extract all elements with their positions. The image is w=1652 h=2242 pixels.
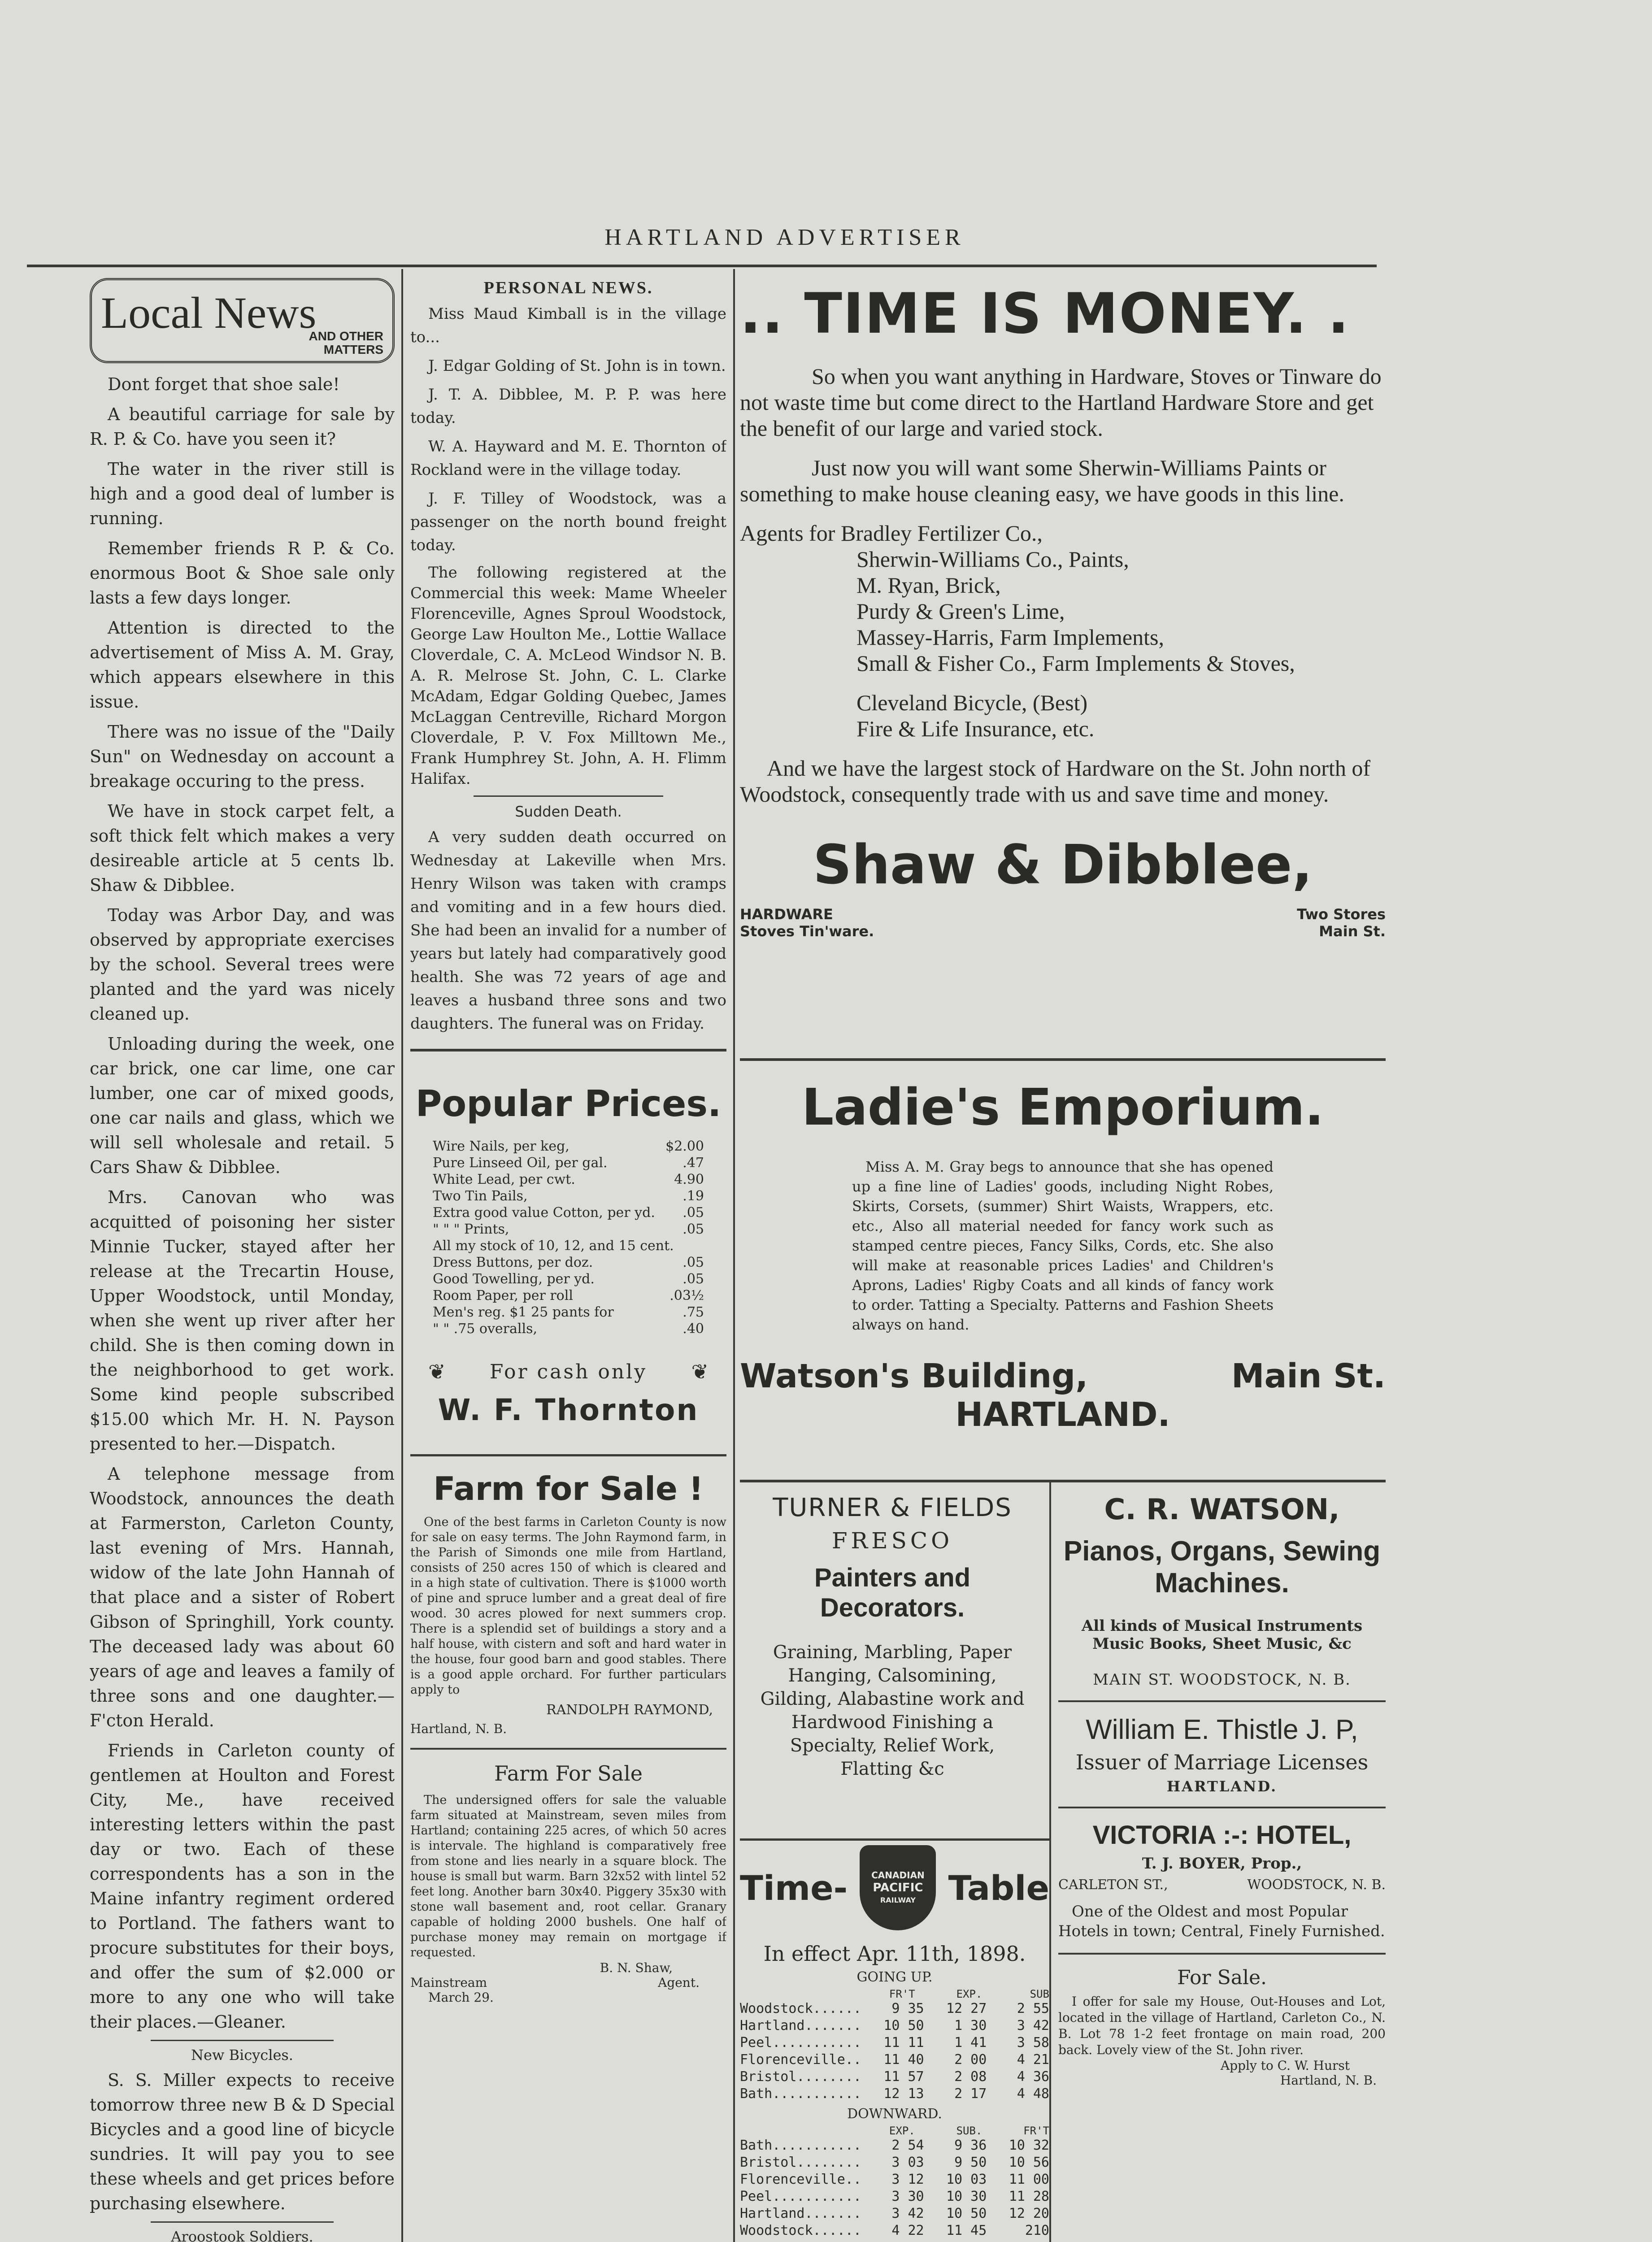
agent-item: Purdy & Green's Lime, [856, 599, 1065, 624]
thistle-name: William E. Thistle J. P, [1086, 1714, 1358, 1745]
hardware-ad [740, 282, 1386, 1072]
turner-line-3: Painters and Decorators. [814, 1563, 971, 1622]
divider [151, 2040, 334, 2041]
popular-prices-ad [410, 1065, 726, 1427]
personal-item: The following registered at the Commercial this week: Mame Wheeler Florenceville, Agnes Sproul Woodstock, George Law Houlton Me., Lottie Wallace Cloverdale, C. A. McLeod Windsor N. B. A. R. Melrose St. John, C. L. Clarke McAdam, Edgar Golding Quebec, James McLaggan Centreville, Richard Morgon Cloverdale, P. V. Fox Milltown Me., Frank Humphrey St. John, A. H. Flimm Halifax. [410, 564, 726, 788]
timetable-title-left: Time- [740, 1868, 848, 1908]
watson-address: MAIN ST. WOODSTOCK, N. B. [1093, 1671, 1351, 1689]
timetable-row: Bath........... 2 54 9 36 10 32 [740, 2138, 1049, 2153]
price-row: Dress Buttons, per doz. .05 [433, 1255, 704, 1270]
divider [151, 2221, 334, 2223]
farm-sale-ad [410, 1470, 726, 1736]
news-item: We have in stock carpet felt, a soft thick felt which makes a very desireable article at 5 cents lb. Shaw & Dibblee. [90, 801, 395, 895]
emporium-title: Ladie's Emporium. [801, 1078, 1324, 1137]
watson-line-2: Machines. [1155, 1568, 1289, 1599]
popular-prices-title: Popular Prices. [415, 1083, 722, 1125]
timetable-row: Hartland....... 3 42 10 50 12 20 [740, 2206, 1049, 2221]
emporium-text: Miss A. M. Gray begs to announce that she has opened up a fine line of Ladies' goods, including Night Robes, Skirts, Corsets, (summer) Shirt Waists, Wrappers, etc. etc., Also all material needed for fancy work such as stamped centre pieces, Fancy Silks, Cords, etc. She also will make at reasonable prices Ladies' and Children's Aprons, Ladies' Rigby Coats and all kinds of fancy work to order. Tatting a Specialty. Patterns and Fashion Sheets always on hand. [852, 1158, 1274, 1333]
divider [740, 1480, 1386, 1482]
emporium-address: Watson's Building, Main St. [740, 1357, 1386, 1395]
timetable-row: Bristol........ 11 57 2 08 4 36 [740, 2069, 1049, 2085]
timetable-row: Florenceville.. 3 12 10 03 11 00 [740, 2172, 1049, 2187]
timetable-row: Bristol........ 3 03 9 50 10 56 [740, 2155, 1049, 2170]
shaw-dibblee-firm: Shaw & Dibblee, [813, 834, 1313, 896]
price-row: Good Towelling, per yd. .05 [433, 1271, 704, 1287]
farm-sale-2-signer: B. N. Shaw, [600, 1960, 673, 1975]
farm-sale-2-text: The undersigned offers for sale the valuable farm situated at Mainstream, seven miles from Hartland; containing 225 acres, of which 50 acres is intervale. The highland is comparatively free from stone and lies nearly in a square block. The house is small but warm. Barn 32x52 with lintel 52 feet long. Another barn 30x40. Piggery 35x30 with stone wall basement and, root cellar. Granary capable of holding 2000 bushels. One half of purchase money may remain on mortgage if requested. [410, 1793, 726, 1960]
divider [1058, 1953, 1386, 1955]
personal-column [410, 278, 726, 2242]
emporium-ad [740, 1076, 1386, 1471]
personal-item: Miss Maud Kimball is in the village to... [410, 305, 726, 346]
firm-details [740, 906, 1386, 940]
personal-item: J. T. A. Dibblee, M. P. P. was here today. [410, 386, 726, 427]
timetable-header [740, 1843, 1049, 1933]
news-item: Today was Arbor Day, and was observed by appropriate exercises by the school. Several trees were planted and the yard was nicely cleaned up. [90, 905, 395, 1024]
farm-sale-2-date: March 29. [428, 1990, 494, 2005]
news-item: Unloading during the week, one car brick, one car lime, one car lumber, one car of mixed goods, one car nails and glass, which we will sell wholesale and retail. 5 Cars Shaw & Dibblee. [90, 1034, 395, 1177]
masthead: HARTLAND ADVERTISER [604, 225, 965, 250]
leaf-ornament-icon: ❦ [428, 1360, 446, 1384]
downward-title: DOWNWARD. [847, 2106, 942, 2122]
sudden-death-text: A very sudden death occurred on Wednesday at Lakeville when Mrs. Henry Wilson was taken with cramps and vomiting and in a few hours died. She had been an invalid for a number of years but lately had comparatively good health. She was 72 years of age and leaves a husband three sons and two daughters. The funeral was on Friday. [410, 828, 726, 1033]
for-sale-title: For Sale. [1177, 1966, 1267, 1989]
timetable-row: Woodstock...... 9 35 12 27 2 55 [740, 2001, 1049, 2016]
divider [410, 1748, 726, 1750]
masthead-rule [27, 265, 1377, 267]
watson-name: C. R. WATSON, [1104, 1493, 1340, 1526]
hotel-title: VICTORIA :-: HOTEL, [1092, 1821, 1352, 1850]
local-news-items [90, 372, 395, 2242]
price-row: " " " Prints, .05 [433, 1221, 704, 1237]
news-item: There was no issue of the "Daily Sun" on Wednesday on account a breakage occuring to the press. [90, 722, 395, 791]
timetable-row: Woodstock...... 4 22 11 45 210 [740, 2223, 1049, 2238]
cpr-shield-logo: CANADIAN PACIFIC RAILWAY [860, 1845, 936, 1930]
news-item: The water in the river still is high and a good deal of lumber is running. [90, 459, 395, 528]
turner-line-2: FRESCO [831, 1528, 953, 1554]
personal-item: J. Edgar Golding of St. John is in town. [428, 357, 726, 375]
column-rule-3 [1049, 1480, 1051, 2242]
price-list [410, 1138, 726, 1337]
divider [410, 1454, 726, 1456]
agent-item: Massey-Harris, Farm Implements, [856, 625, 1164, 650]
hotel-prop: T. J. BOYER, Prop., [1142, 1855, 1302, 1873]
bicycles-heading: New Bicycles. [191, 2046, 293, 2064]
watson-line-3: All kinds of Musical Instruments [1081, 1617, 1363, 1635]
turner-fields-ad [740, 1493, 1045, 1838]
divider [410, 1049, 726, 1051]
cash-line [428, 1360, 709, 1384]
news-item: A beautiful carriage for sale by R. P. & Co. have you seen it? [90, 404, 395, 449]
time-is-money-title: .. TIME IS MONEY. . [740, 282, 1350, 346]
farm-sale-title: Farm for Sale ! [433, 1470, 704, 1508]
price-row: Pure Linseed Oil, per gal. .47 [433, 1155, 704, 1171]
firm-right: Two Stores Main St. [1297, 906, 1386, 940]
column-rule-2 [733, 269, 735, 2242]
news-item: Dont forget that shoe sale! [108, 374, 340, 394]
divider [740, 1058, 1386, 1061]
watson-line-4: Music Books, Sheet Music, &c [1092, 1635, 1352, 1653]
divider [1058, 1807, 1386, 1808]
agent-item: Small & Fisher Co., Farm Implements & Stoves, [856, 651, 1295, 676]
news-item: Mrs. Canovan who was acquitted of poisoning her sister Minnie Tucker, stayed after her release at the Trecartin House, Upper Woodstock, until Monday, when she went up river after her child. She is then coming down in the neighborhood to get work. Some kind people subscribed $15.00 which Mr. H. N. Payson presented to her.—Dispatch. [90, 1187, 395, 1454]
thistle-town: HARTLAND. [1166, 1778, 1278, 1795]
personal-news-title: PERSONAL NEWS. [483, 278, 653, 297]
going-up-title: GOING UP. [856, 1969, 933, 1985]
farm-sale-signer: RANDOLPH RAYMOND, [546, 1702, 713, 1718]
agent-item: Sherwin-Williams Co., Paints, [856, 547, 1129, 572]
farm-sale-place: Hartland, N. B. [410, 1721, 507, 1736]
hardware-paragraph-1: So when you want anything in Hardware, Stoves or Tinware do not waste time but come direct to the Hartland Hardware Store and get the benefit of our large and varied stock. [740, 364, 1382, 441]
hardware-paragraph-2: Just now you will want some Sherwin-Williams Paints or something to make house cleaning easy, we have goods in this line. [740, 455, 1344, 506]
sudden-death-title: Sudden Death. [515, 803, 622, 820]
cash-only-text: For cash only [489, 1360, 648, 1383]
emporium-town: HARTLAND. [955, 1395, 1170, 1434]
turner-line-1: TURNER & FIELDS [773, 1493, 1012, 1522]
firm-left: HARDWARE Stoves Tin'ware. [740, 906, 874, 940]
timetable-row: Florenceville.. 11 40 2 00 4 21 [740, 2052, 1049, 2068]
divider [1058, 1700, 1386, 1702]
thistle-line: Issuer of Marriage Licenses [1075, 1750, 1369, 1774]
hotel-address: CARLETON ST., WOODSTOCK, N. B. [1058, 1877, 1386, 1893]
watson-ad [1058, 1493, 1386, 2242]
soldiers-heading: Aroostook Soldiers. [171, 2228, 313, 2242]
price-row: " " .75 overalls, .40 [433, 1321, 704, 1337]
local-news-column [90, 278, 395, 2242]
timetable-header-row: EXP. SUB. FR'T [889, 2125, 1049, 2137]
farm-sale-text: One of the best farms in Carleton County is now for sale on easy terms. The John Raymond farm, in the Parish of Simonds one mile from Hartland, consists of 250 acres 150 of which is cleared and in a high state of cultivation. There is $1000 worth of pine and spruce lumber and a great deal of fire wood. 30 acres plowed for next summers crop. There is a splendid set of buildings a story and a half house, with cistern and soft and hard water in the house, four good barn and good stables. There is a good apple orchard. For further particulars apply to [410, 1515, 726, 1697]
for-sale-place: Hartland, N. B. [1280, 2073, 1377, 2088]
timetable-effect: In effect Apr. 11th, 1898. [763, 1942, 1026, 1966]
local-news-title: Local News [101, 288, 317, 338]
news-item: A telephone message from Woodstock, announces the death at Farmerston, Carleton County, last evening of Mrs. Hannah, widow of the late John Hannah of that place and a sister of Robert Gibson of Springhill, York county. The deceased lady was about 60 years of age and leaves a family of three sons and one daughter.—F'cton Herald. [90, 1464, 395, 1730]
divider [474, 795, 663, 797]
agents-list [740, 546, 1386, 742]
divider [740, 1838, 1049, 1841]
seller-name: W. F. Thornton [438, 1393, 699, 1427]
turner-services: Graining, Marbling, Paper Hanging, Calsomining, Gilding, Alabastine work and Hardwood Finishing a Specialty, Relief Work, Flatting &c [760, 1642, 1025, 1779]
price-row: Men's reg. $1 25 pants for .75 [433, 1304, 704, 1320]
news-item: Attention is directed to the advertisement of Miss A. M. Gray, which appears elsewhere in this issue. [90, 618, 395, 712]
time-table [740, 1843, 1049, 2242]
agents-intro: Agents for Bradley Fertilizer Co., [740, 521, 1043, 546]
agent-item: Cleveland Bicycle, (Best) [856, 690, 1088, 715]
personal-item: W. A. Hayward and M. E. Thornton of Rockland were in the village today. [410, 438, 726, 479]
price-row: Two Tin Pails, .19 [433, 1188, 704, 1204]
timetable-title-right: Table [948, 1868, 1049, 1908]
price-row: Wire Nails, per keg, $2.00 [433, 1138, 704, 1154]
for-sale-apply: Apply to C. W. Hurst [1220, 2058, 1350, 2073]
hardware-paragraph-3: And we have the largest stock of Hardware on the St. John north of Woodstock, consequently trade with us and save time and money. [740, 756, 1370, 807]
timetable-row: Peel........... 11 11 1 41 3 58 [740, 2035, 1049, 2051]
local-news-subtitle: AND OTHER MATTERS [309, 329, 383, 356]
price-row: Room Paper, per roll .03½ [433, 1288, 704, 1303]
news-item: Friends in Carleton county of gentlemen at Houlton and Forest City, Me., have received interesting letters within the past day or two. Each of these correspondents has a son in the Maine infantry regiment ordered to Portland. The fathers want to procure substitutes for their boys, and offer the sum of $2.000 or more to any one who will take their places.—Gleaner. [90, 1741, 395, 2032]
timetable-row: Bath........... 12 13 2 17 4 48 [740, 2086, 1049, 2102]
leaf-ornament-icon: ❦ [691, 1360, 709, 1384]
price-row: Extra good value Cotton, per yd. .05 [433, 1205, 704, 1221]
news-item: Remember friends R P. & Co. enormous Boot & Shoe sale only lasts a few days longer. [90, 539, 395, 608]
hotel-text: One of the Oldest and most Popular Hotels in town; Central, Finely Furnished. [1058, 1903, 1385, 1940]
farm-sale-2-ad [410, 1761, 726, 2005]
timetable-row: Peel........... 3 30 10 30 11 28 [740, 2189, 1049, 2204]
timetable-header-row: FR'T EXP. SUB [889, 1988, 1049, 2000]
local-news-header [90, 278, 395, 363]
watson-line-1: Pianos, Organs, Sewing [1063, 1536, 1381, 1567]
price-row: All my stock of 10, 12, and 15 cent. [433, 1238, 674, 1254]
timetable-row: Hartland....... 10 50 1 30 3 42 [740, 2018, 1049, 2033]
agent-item: M. Ryan, Brick, [856, 573, 1001, 598]
bicycles-text: S. S. Miller expects to receive tomorrow three new B & D Special Bicycles and a good line of bicycle sundries. It will pay you to see these wheels and get prices before purchasing elsewhere. [90, 2070, 395, 2213]
agent-item: Fire & Life Insurance, etc. [856, 716, 1095, 741]
for-sale-text: I offer for sale my House, Out-Houses and Lot, located in the village of Hartland, Carleton Co., N. B. Lot 78 1-2 feet frontage on main road, 200 back. Lovely view of the St. John river. [1058, 1994, 1386, 2057]
farm-sale-2-footer: Mainstream Agent. [410, 1975, 700, 1990]
farm-sale-2-title: Farm For Sale [494, 1761, 643, 1786]
price-row: White Lead, per cwt. 4.90 [433, 1172, 704, 1187]
personal-item: J. F. Tilley of Woodstock, was a passenger on the north bound freight today. [410, 490, 726, 554]
column-rule-1 [401, 269, 403, 2242]
